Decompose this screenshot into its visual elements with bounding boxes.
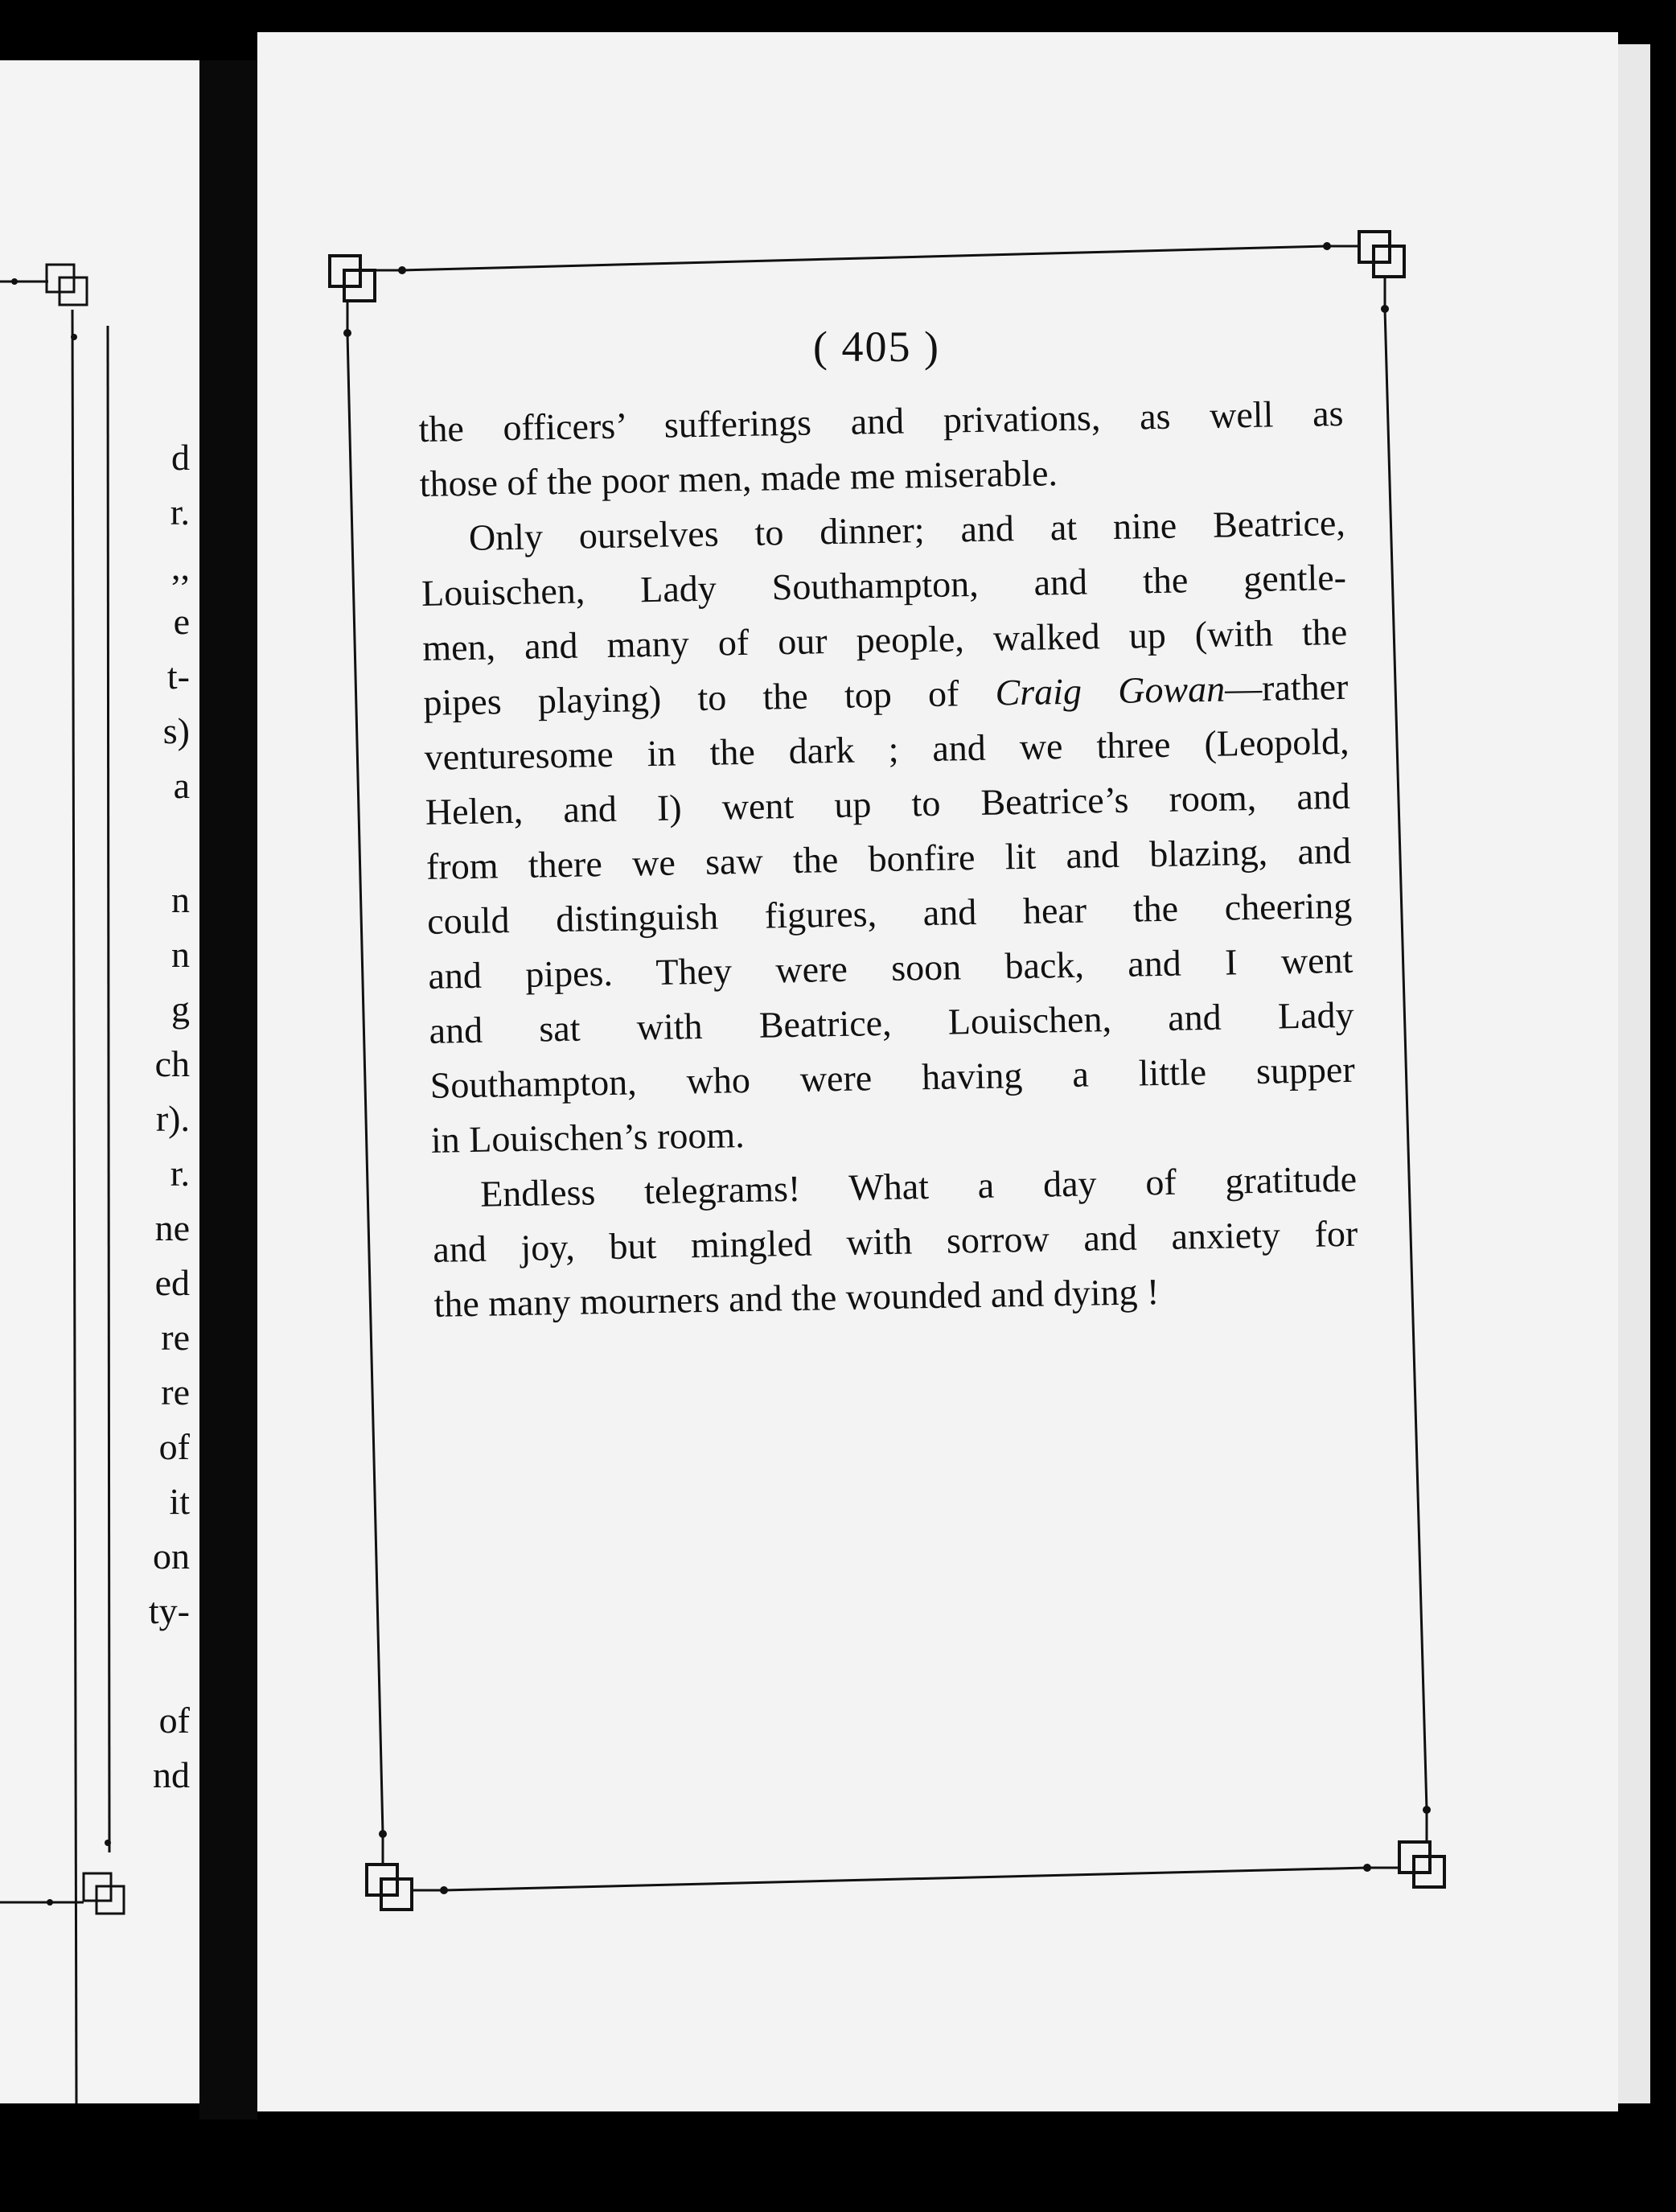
left-page-line: of <box>158 1426 190 1467</box>
left-page-line: g <box>171 989 190 1030</box>
left-page-line: nd <box>153 1754 190 1795</box>
text-line: could distinguish figures, and hear the cheering <box>426 884 1353 942</box>
text-line: from there we saw the bonfire lit and blazing, and <box>425 829 1352 887</box>
left-page-line: it <box>169 1481 190 1522</box>
text-line: men, and many of our people, walked up (with the <box>421 611 1348 668</box>
text-line: and sat with Beatrice, Louischen, and Lady <box>429 993 1354 1051</box>
left-page-line: n <box>171 934 190 975</box>
left-page-line: re <box>161 1317 190 1358</box>
text-line: Louischen, Lady Southampton, and the gentle- <box>421 556 1347 614</box>
left-page-line: of <box>158 1700 190 1741</box>
text-line: Helen, and I) went up to Beatrice’s room, and <box>425 775 1351 833</box>
italic-place-name: Craig Gowan <box>995 668 1226 713</box>
left-page-line: re <box>161 1371 190 1412</box>
left-page-line: ne <box>154 1207 190 1248</box>
left-page-line: ,, <box>171 546 190 587</box>
left-page-line: r. <box>170 1153 190 1194</box>
page-body-text <box>418 386 1359 1332</box>
text-line: pipes playing) to the top of Craig Gowan—rather <box>423 665 1349 723</box>
text-line: Southampton, who were having a little supper <box>429 1048 1356 1106</box>
text-line: and pipes. They were soon back, and I went <box>428 939 1354 997</box>
text-line: Endless telegrams! What a day of gratitude <box>479 1157 1358 1215</box>
left-page-line: a <box>173 765 190 806</box>
text-line: the many mourners and the wounded and dying ! <box>433 1271 1160 1325</box>
text-line: and joy, but mingled with sorrow and anxiety for <box>432 1212 1358 1270</box>
left-page-line: on <box>153 1536 190 1577</box>
left-page-line: s) <box>162 710 190 751</box>
text-line: venturesome in the dark ; and we three (Leopold, <box>424 720 1349 778</box>
left-page-line: d <box>171 437 190 478</box>
left-page-line: ty- <box>148 1590 190 1631</box>
text-line: the officers’ sufferings and privations, as well as <box>418 392 1344 450</box>
left-page-line: e <box>173 601 190 642</box>
left-page-line: r. <box>170 491 190 532</box>
page-number: ( 405 ) <box>813 323 940 371</box>
text-line: in Louischen’s room. <box>430 1114 746 1161</box>
left-page-line: ed <box>154 1262 190 1303</box>
text-line: those of the poor men, made me miserable. <box>419 452 1058 504</box>
left-page-line: n <box>171 879 190 920</box>
text-line: Only ourselves to dinner; and at nine Beatrice, <box>468 501 1346 558</box>
left-page-line: r). <box>155 1098 190 1139</box>
left-page-line: ch <box>154 1043 190 1084</box>
left-page-line: t- <box>166 656 190 697</box>
